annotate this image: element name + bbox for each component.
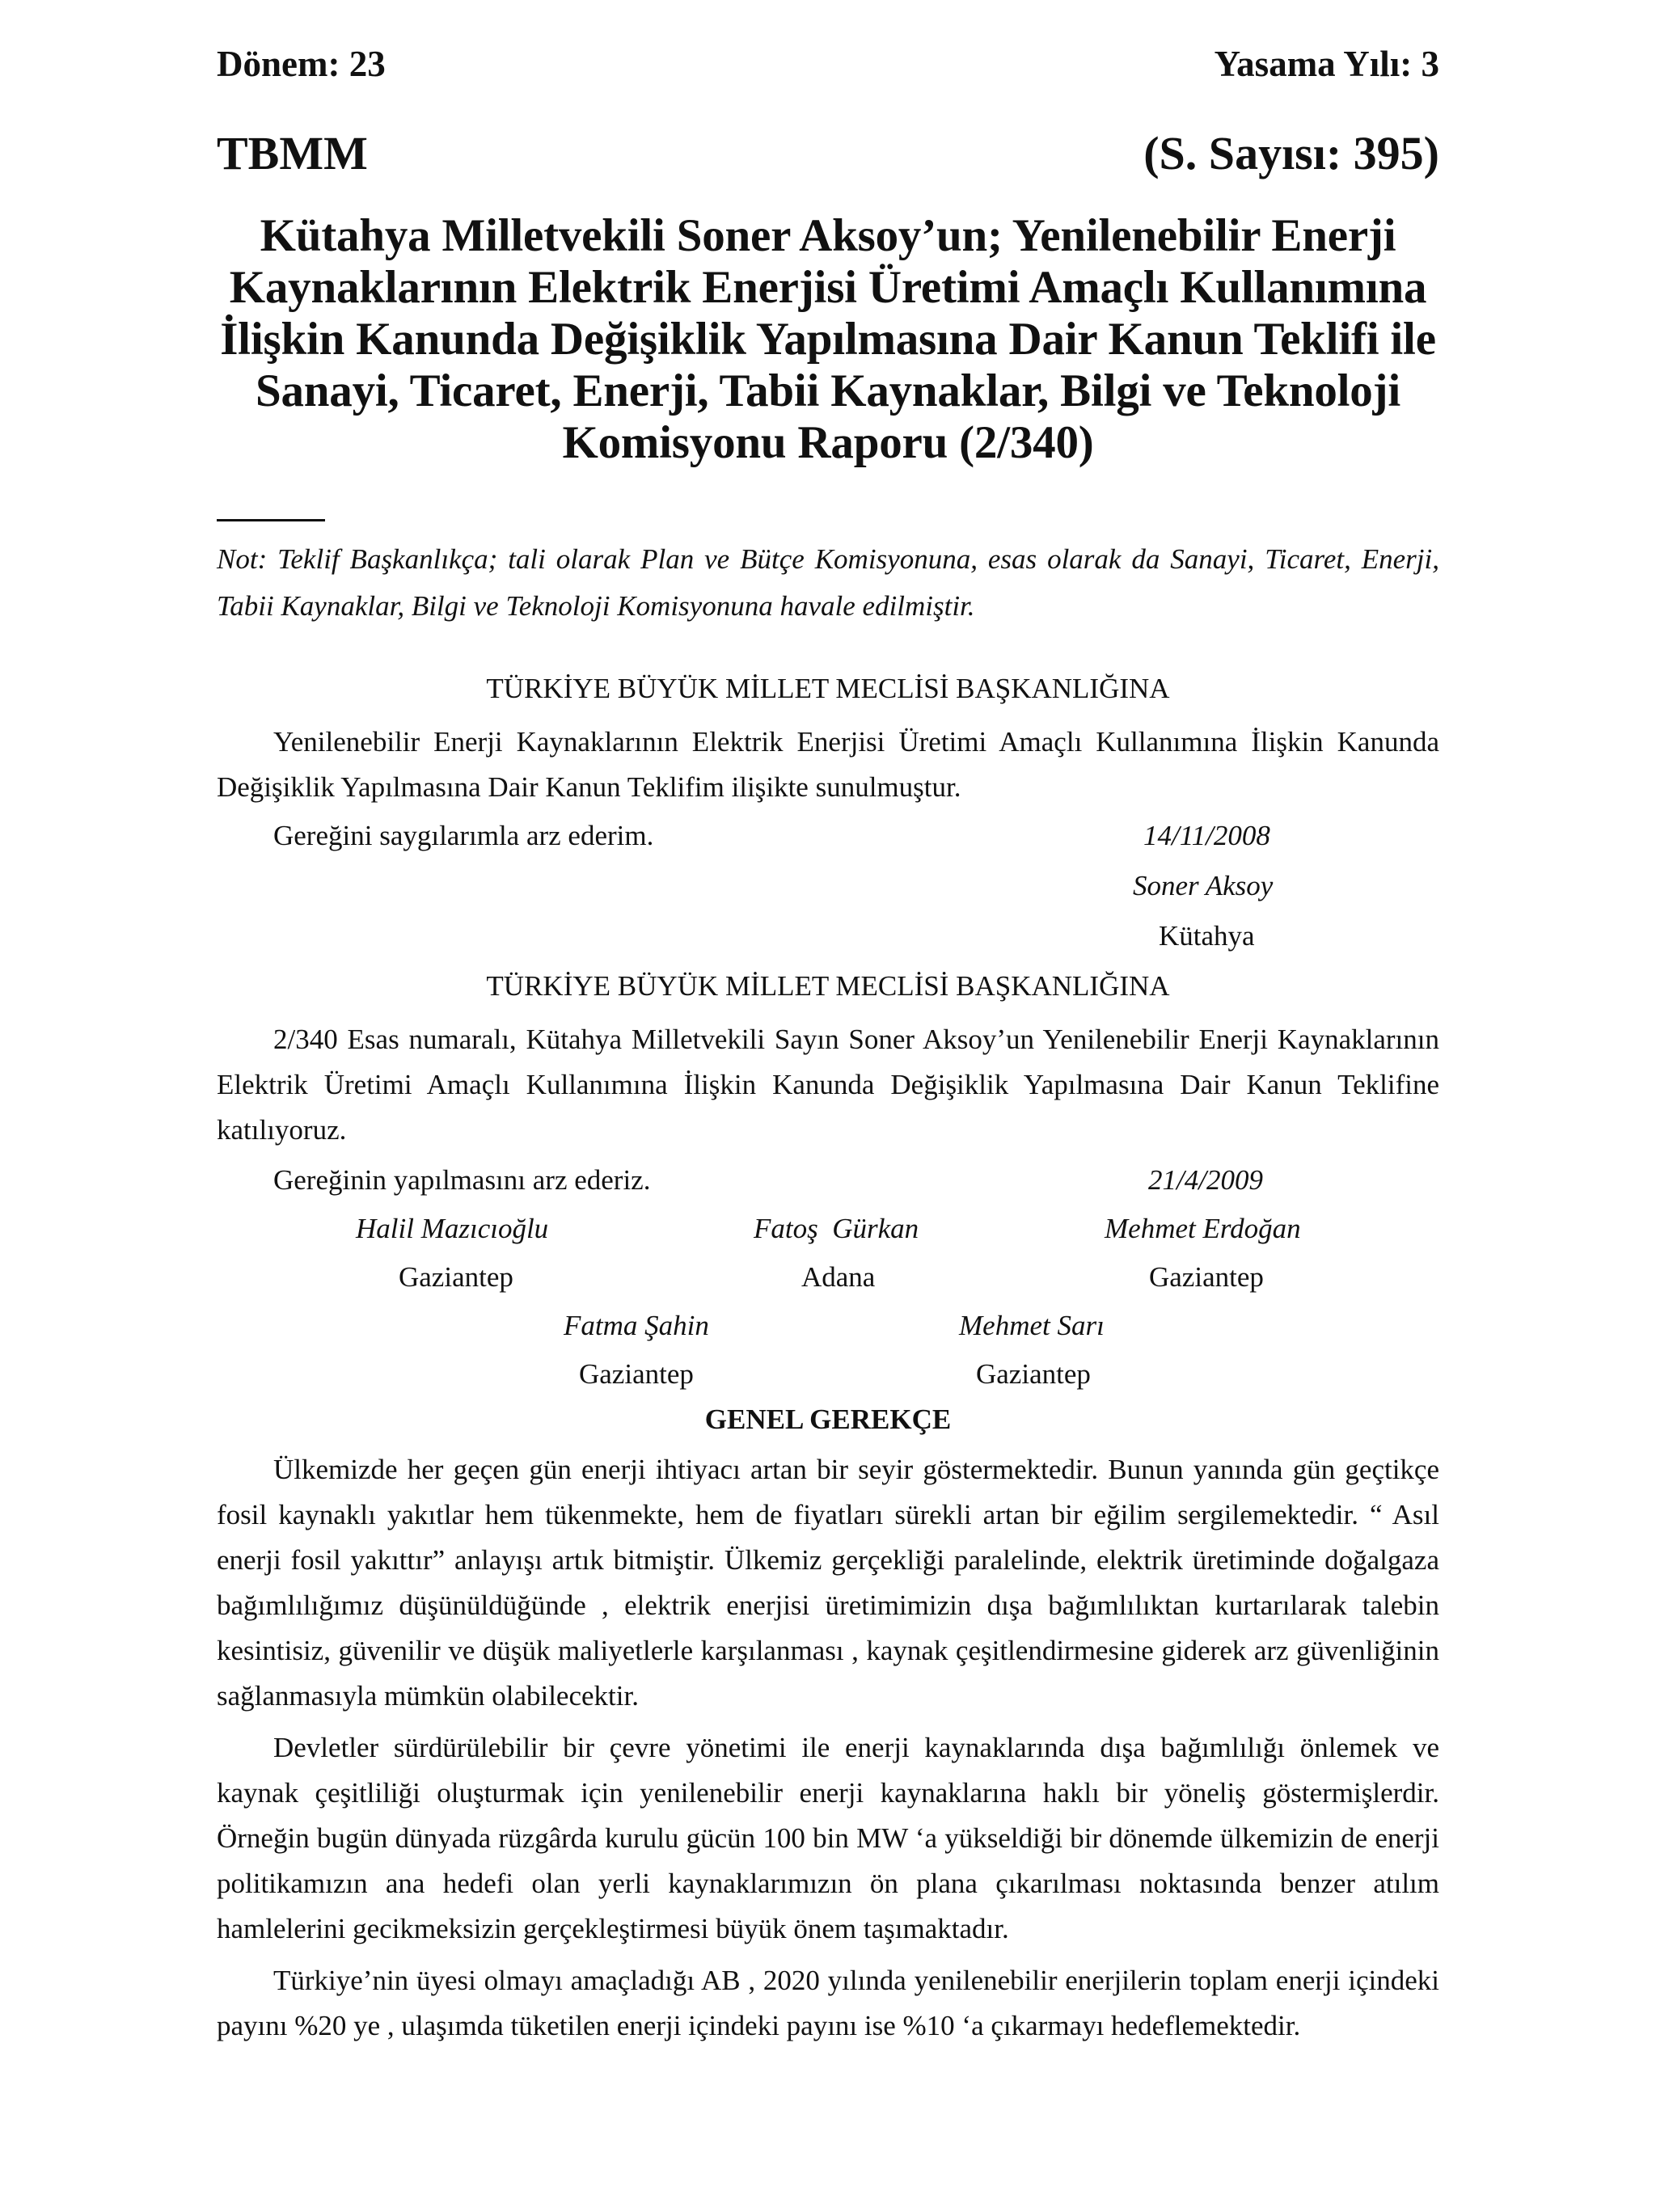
letter2-closing: Gereğinin yapılmasını arz ederiz.	[273, 1164, 651, 1196]
tbmm-label: TBMM	[217, 127, 368, 179]
letter1-signer: Soner Aksoy	[1133, 870, 1274, 901]
referral-note: Not: Teklif Başkanlıkça; tali olarak Plan ve Bütçe Komisyonuna, esas olarak da Sanayi, Ticaret, Enerji, Tabii Kaynaklar, Bilgi ve Teknoloji Komisyonuna havale edilmiştir.	[217, 543, 1439, 622]
signer-city: Gaziantep	[399, 1261, 513, 1293]
signer-name: Halil Mazıcıoğlu	[356, 1213, 549, 1244]
letter2-heading: TÜRKİYE BÜYÜK MİLLET MECLİSİ BAŞKANLIĞINA	[486, 970, 1170, 1002]
signer-name: Mehmet Sarı	[959, 1310, 1105, 1341]
gerekce-heading: GENEL GEREKÇE	[704, 1404, 952, 1435]
title-line: İlişkin Kanunda Değişiklik Yapılmasına Dair Kanun Teklifi ile	[220, 314, 1436, 365]
signer-city: Gaziantep	[1149, 1261, 1264, 1293]
signer-city: Gaziantep	[579, 1358, 694, 1390]
letter1-heading: TÜRKİYE BÜYÜK MİLLET MECLİSİ BAŞKANLIĞINA	[486, 673, 1170, 704]
letter1-body: Yenilenebilir Enerji Kaynaklarının Elektrik Enerjisi Üretimi Amaçlı Kullanımına İlişkin Kanunda Değişiklik Yapılmasına Dair Kanun Teklifim ilişikte sunulmuştur.	[217, 726, 1439, 803]
title-divider	[217, 519, 325, 521]
yasama-yili-label: Yasama Yılı: 3	[1214, 44, 1439, 84]
title-line: Sanayi, Ticaret, Enerji, Tabii Kaynaklar, Bilgi ve Teknoloji	[256, 365, 1400, 416]
letter2-body: 2/340 Esas numaralı, Kütahya Milletvekili Sayın Soner Aksoy’un Yenilenebilir Enerji Kaynaklarının Elektrik Üretimi Amaçlı Kullanımına İlişkin Kanunda Değişiklik Yapılmasına Dair Kanun Teklifine katılıyoruz.	[217, 1024, 1439, 1146]
gerekce-paragraph: Türkiye’nin üyesi olmayı amaçladığı AB , 2020 yılında yenilenebilir enerjilerin toplam enerji içindeki payını %20 ye , ulaşımda tüketilen enerji içindeki payını ise %10 ‘a çıkarmayı hedeflemektedir.	[217, 1965, 1439, 2041]
title-line: Kaynaklarının Elektrik Enerjisi Üretimi Amaçlı Kullanımına	[229, 262, 1427, 313]
letter1-city: Kütahya	[1159, 920, 1255, 952]
title-line: Komisyonu Raporu (2/340)	[562, 417, 1094, 468]
letter1-closing: Gereğini saygılarımla arz ederim.	[273, 820, 654, 851]
signer-city: Adana	[801, 1261, 876, 1293]
signer-name: Mehmet Erdoğan	[1105, 1213, 1301, 1244]
donem-label: Dönem: 23	[217, 44, 386, 84]
header-row-main	[217, 113, 1439, 194]
signer-name: Fatma Şahin	[564, 1310, 709, 1341]
sira-sayisi-label: (S. Sayısı: 395)	[1143, 127, 1439, 179]
signer-city: Gaziantep	[976, 1358, 1091, 1390]
letter2-date: 21/4/2009	[1148, 1164, 1263, 1196]
gerekce-text	[217, 1447, 1439, 2049]
title-line: Kütahya Milletvekili Soner Aksoy’un; Yenilenebilir Enerji	[260, 210, 1396, 261]
letter1-date: 14/11/2008	[1143, 820, 1270, 851]
signer-name: Fatoş Gürkan	[754, 1213, 919, 1244]
gerekce-paragraph: Devletler sürdürülebilir bir çevre yönetimi ile enerji kaynaklarında dışa bağımlılığı önlemek ve kaynak çeşitliliği oluşturmak için yenilenebilir enerji kaynaklarına haklı bir yöneliş göstermişlerdir. Örneğin bugün dünyada rüzgârda kurulu gücün 100 bin MW ‘a yükseldiği bir dönemde ülkemizin de enerji politikamızın ana hedefi olan yerli kaynaklarımızın ön plana çıkarılması noktasında benzer atılım hamlelerini gecikmeksizin gerçekleştirmesi büyük önem taşımaktadır.	[217, 1732, 1439, 1944]
document-title	[217, 210, 1439, 469]
gerekce-paragraph: Ülkemizde her geçen gün enerji ihtiyacı artan bir seyir göstermektedir. Bunun yanında gün geçtikçe fosil kaynaklı yakıtlar hem tükenmekte, hem de fiyatları sürekli artan bir eğilim sergilemektedir. “ Asıl enerji fosil yakıttır” anlayışı artık bitmiştir. Ülkemiz gerçekliği paralelinde, elektrik üretiminde doğalgaza bağımlılığımız düşünüldüğünde , elektrik enerjisi üretimimizin dışa bağımlılıktan kurtarılarak talebin kesintisiz, güvenilir ve düşük maliyetlerle karşılanması , kaynak çeşitlendirmesine giderek arz güvenliğinin sağlanmasıyla mümkün olabilecektir.	[217, 1454, 1439, 1712]
header-row-top	[217, 34, 1439, 94]
